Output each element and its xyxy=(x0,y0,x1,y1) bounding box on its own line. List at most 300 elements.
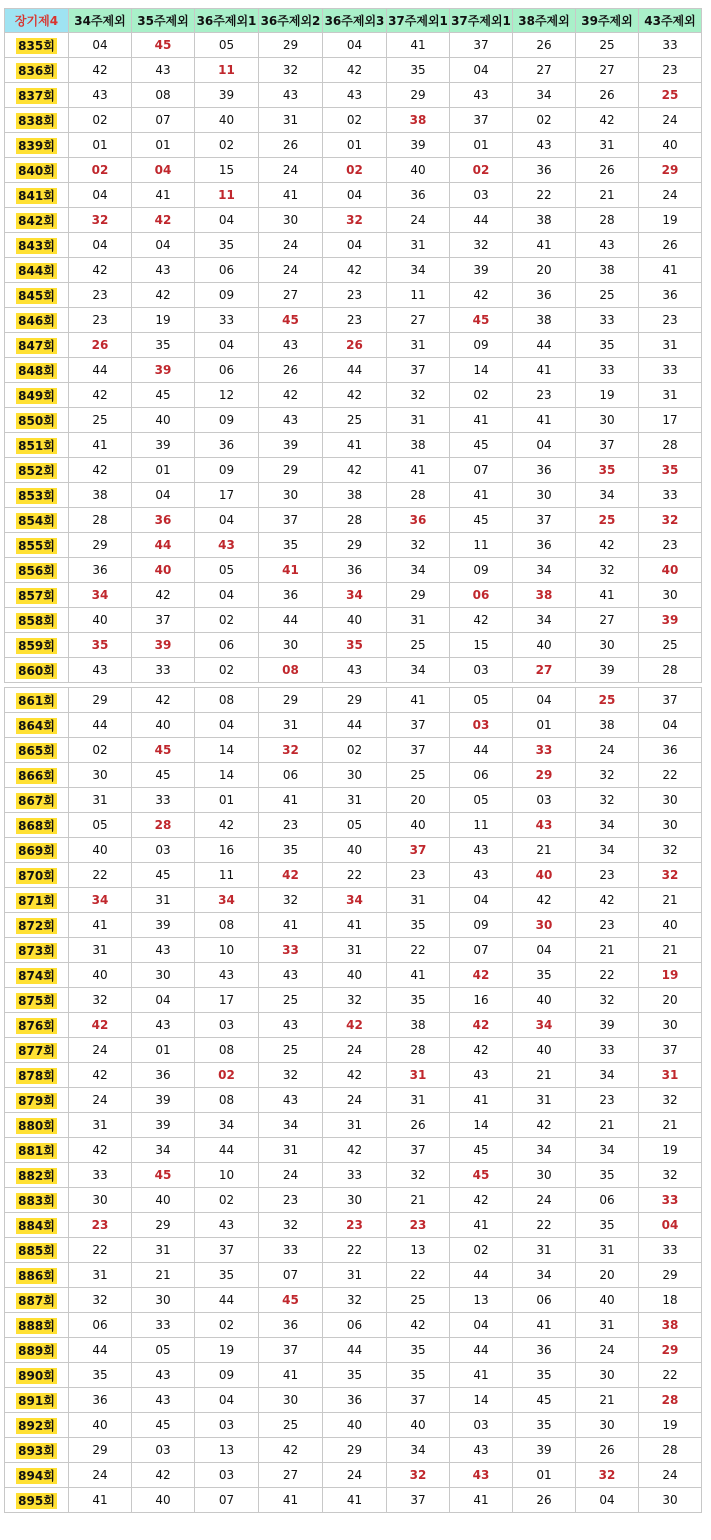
number-cell: 04 xyxy=(576,1488,639,1513)
number-cell: 21 xyxy=(576,1113,639,1138)
number-cell: 42 xyxy=(132,688,195,713)
number-cell: 32 xyxy=(576,763,639,788)
number-cell: 30 xyxy=(259,1388,323,1413)
number-cell: 21 xyxy=(513,838,576,863)
number-cell: 41 xyxy=(450,1088,513,1113)
number-cell: 37 xyxy=(513,508,576,533)
draw-label: 895회 xyxy=(18,1493,55,1508)
number-cell: 26 xyxy=(69,333,132,358)
number-cell: 37 xyxy=(639,688,702,713)
number-cell: 42 xyxy=(387,1313,450,1338)
draw-label-cell xyxy=(5,558,69,583)
number-cell: 31 xyxy=(576,1313,639,1338)
number-cell: 04 xyxy=(195,508,259,533)
table-row xyxy=(5,458,702,483)
number-cell: 10 xyxy=(195,1163,259,1188)
draw-label: 893회 xyxy=(18,1443,55,1458)
number-cell: 43 xyxy=(132,1013,195,1038)
number-cell: 32 xyxy=(639,508,702,533)
number-cell: 09 xyxy=(195,283,259,308)
number-cell: 39 xyxy=(132,1113,195,1138)
draw-label-cell xyxy=(5,688,69,713)
number-cell: 19 xyxy=(639,1413,702,1438)
number-cell: 04 xyxy=(195,583,259,608)
header-row xyxy=(5,9,702,33)
draw-label: 848회 xyxy=(18,363,55,378)
header-column-cell: 36주제외1 xyxy=(195,9,259,33)
header-column-cell: 37주제외1 xyxy=(450,9,513,33)
number-cell: 11 xyxy=(195,183,259,208)
number-cell: 41 xyxy=(259,788,323,813)
number-cell: 36 xyxy=(259,1313,323,1338)
number-cell: 28 xyxy=(132,813,195,838)
number-cell: 34 xyxy=(513,1263,576,1288)
number-cell: 44 xyxy=(69,358,132,383)
number-cell: 45 xyxy=(132,763,195,788)
number-cell: 04 xyxy=(132,233,195,258)
number-cell: 23 xyxy=(69,283,132,308)
number-cell: 05 xyxy=(450,688,513,713)
number-cell: 37 xyxy=(576,433,639,458)
number-cell: 40 xyxy=(132,408,195,433)
number-cell: 40 xyxy=(69,963,132,988)
number-cell: 45 xyxy=(132,33,195,58)
table-row xyxy=(5,1038,702,1063)
number-cell: 44 xyxy=(195,1138,259,1163)
number-cell: 43 xyxy=(513,133,576,158)
number-cell: 32 xyxy=(259,738,323,763)
number-cell: 26 xyxy=(323,333,387,358)
number-cell: 34 xyxy=(387,258,450,283)
number-cell: 32 xyxy=(576,988,639,1013)
number-cell: 39 xyxy=(259,433,323,458)
draw-label-cell xyxy=(5,208,69,233)
number-cell: 40 xyxy=(323,1413,387,1438)
number-cell: 34 xyxy=(513,83,576,108)
number-cell: 36 xyxy=(387,508,450,533)
number-cell: 26 xyxy=(513,33,576,58)
draw-label: 835회 xyxy=(18,38,55,53)
number-cell: 33 xyxy=(132,788,195,813)
number-cell: 16 xyxy=(195,838,259,863)
number-cell: 02 xyxy=(69,158,132,183)
draw-label-cell xyxy=(5,1488,69,1513)
draw-label-cell xyxy=(5,813,69,838)
number-cell: 31 xyxy=(259,713,323,738)
number-cell: 28 xyxy=(576,208,639,233)
number-cell: 28 xyxy=(323,508,387,533)
number-cell: 44 xyxy=(69,713,132,738)
table-row xyxy=(5,658,702,683)
number-cell: 42 xyxy=(69,1013,132,1038)
number-cell: 04 xyxy=(639,713,702,738)
number-cell: 35 xyxy=(69,1363,132,1388)
draw-label: 879회 xyxy=(18,1093,55,1108)
number-cell: 22 xyxy=(576,963,639,988)
number-cell: 27 xyxy=(576,58,639,83)
number-cell: 04 xyxy=(513,433,576,458)
number-cell: 42 xyxy=(69,1138,132,1163)
number-cell: 43 xyxy=(450,838,513,863)
number-cell: 07 xyxy=(259,1263,323,1288)
draw-label-cell xyxy=(5,358,69,383)
number-cell: 21 xyxy=(387,1188,450,1213)
number-cell: 45 xyxy=(450,508,513,533)
draw-label-cell xyxy=(5,1163,69,1188)
table-row xyxy=(5,688,702,713)
header-column-cell: 38주제외 xyxy=(513,9,576,33)
number-cell: 32 xyxy=(450,233,513,258)
number-cell: 25 xyxy=(259,1038,323,1063)
number-cell: 21 xyxy=(576,938,639,963)
number-cell: 30 xyxy=(323,1188,387,1213)
number-cell: 29 xyxy=(323,1438,387,1463)
number-cell: 22 xyxy=(323,863,387,888)
number-cell: 08 xyxy=(132,83,195,108)
number-cell: 40 xyxy=(513,1038,576,1063)
draw-label-cell xyxy=(5,133,69,158)
number-cell: 06 xyxy=(195,258,259,283)
number-cell: 35 xyxy=(323,633,387,658)
number-cell: 03 xyxy=(195,1013,259,1038)
draw-label-cell xyxy=(5,1263,69,1288)
number-cell: 45 xyxy=(450,308,513,333)
number-cell: 45 xyxy=(450,1163,513,1188)
number-cell: 01 xyxy=(323,133,387,158)
number-cell: 32 xyxy=(387,1463,450,1488)
draw-label-cell xyxy=(5,483,69,508)
number-cell: 31 xyxy=(576,133,639,158)
number-cell: 37 xyxy=(387,1388,450,1413)
header-column-cell: 39주제외 xyxy=(576,9,639,33)
number-cell: 43 xyxy=(259,408,323,433)
number-cell: 24 xyxy=(639,183,702,208)
draw-label: 873회 xyxy=(18,943,55,958)
number-cell: 36 xyxy=(513,458,576,483)
number-cell: 25 xyxy=(576,508,639,533)
number-cell: 40 xyxy=(639,133,702,158)
number-cell: 14 xyxy=(195,763,259,788)
table-row xyxy=(5,1363,702,1388)
number-cell: 31 xyxy=(387,888,450,913)
table-row xyxy=(5,963,702,988)
number-cell: 25 xyxy=(69,408,132,433)
number-cell: 39 xyxy=(576,1013,639,1038)
draw-label: 868회 xyxy=(18,818,55,833)
number-cell: 36 xyxy=(513,533,576,558)
draw-label: 853회 xyxy=(18,488,55,503)
number-cell: 27 xyxy=(259,283,323,308)
number-cell: 01 xyxy=(195,788,259,813)
number-cell: 09 xyxy=(195,458,259,483)
number-cell: 42 xyxy=(450,608,513,633)
number-cell: 03 xyxy=(450,183,513,208)
number-cell: 05 xyxy=(323,813,387,838)
number-cell: 45 xyxy=(132,1413,195,1438)
draw-label: 886회 xyxy=(18,1268,55,1283)
number-cell: 25 xyxy=(323,408,387,433)
table-row xyxy=(5,133,702,158)
number-cell: 31 xyxy=(323,788,387,813)
number-cell: 43 xyxy=(450,83,513,108)
number-cell: 31 xyxy=(387,1088,450,1113)
number-cell: 43 xyxy=(132,938,195,963)
number-cell: 35 xyxy=(639,458,702,483)
number-cell: 04 xyxy=(323,33,387,58)
number-cell: 19 xyxy=(576,383,639,408)
number-cell: 31 xyxy=(387,333,450,358)
draw-label-cell xyxy=(5,283,69,308)
number-cell: 04 xyxy=(513,688,576,713)
number-cell: 40 xyxy=(513,633,576,658)
number-cell: 05 xyxy=(132,1338,195,1363)
draw-label-cell xyxy=(5,233,69,258)
number-cell: 41 xyxy=(323,913,387,938)
number-cell: 23 xyxy=(69,1213,132,1238)
number-cell: 23 xyxy=(576,913,639,938)
number-cell: 02 xyxy=(195,658,259,683)
number-cell: 25 xyxy=(387,1288,450,1313)
number-cell: 32 xyxy=(639,1163,702,1188)
draw-label-cell xyxy=(5,183,69,208)
number-cell: 28 xyxy=(387,1038,450,1063)
table-row xyxy=(5,583,702,608)
draw-label-cell xyxy=(5,888,69,913)
number-cell: 42 xyxy=(69,58,132,83)
number-cell: 31 xyxy=(132,1238,195,1263)
draw-label: 869회 xyxy=(18,843,55,858)
number-cell: 23 xyxy=(576,1088,639,1113)
number-cell: 26 xyxy=(576,158,639,183)
draw-label-cell xyxy=(5,1388,69,1413)
number-cell: 38 xyxy=(513,583,576,608)
number-cell: 40 xyxy=(576,1288,639,1313)
number-cell: 35 xyxy=(323,1363,387,1388)
table-row xyxy=(5,988,702,1013)
number-cell: 31 xyxy=(259,108,323,133)
number-cell: 36 xyxy=(69,1388,132,1413)
number-cell: 44 xyxy=(450,208,513,233)
number-cell: 36 xyxy=(323,1388,387,1413)
draw-label: 894회 xyxy=(18,1468,55,1483)
number-cell: 24 xyxy=(387,208,450,233)
draw-label-cell xyxy=(5,108,69,133)
number-cell: 37 xyxy=(259,508,323,533)
draw-label: 877회 xyxy=(18,1043,55,1058)
draw-label: 847회 xyxy=(18,338,55,353)
table-row xyxy=(5,888,702,913)
draw-label-cell xyxy=(5,938,69,963)
number-cell: 36 xyxy=(323,558,387,583)
number-cell: 28 xyxy=(639,1388,702,1413)
draw-label: 872회 xyxy=(18,918,55,933)
number-cell: 26 xyxy=(259,358,323,383)
number-cell: 19 xyxy=(132,308,195,333)
number-cell: 41 xyxy=(513,1313,576,1338)
number-cell: 42 xyxy=(323,1138,387,1163)
lottery-table-container xyxy=(4,8,702,1513)
number-cell: 31 xyxy=(323,1113,387,1138)
number-cell: 43 xyxy=(323,83,387,108)
number-cell: 28 xyxy=(69,508,132,533)
number-cell: 17 xyxy=(195,483,259,508)
draw-label-cell xyxy=(5,1113,69,1138)
number-cell: 35 xyxy=(513,963,576,988)
number-cell: 41 xyxy=(69,913,132,938)
draw-label: 842회 xyxy=(18,213,55,228)
number-cell: 45 xyxy=(132,738,195,763)
number-cell: 32 xyxy=(639,1088,702,1113)
number-cell: 22 xyxy=(387,1263,450,1288)
number-cell: 03 xyxy=(450,658,513,683)
number-cell: 31 xyxy=(387,1063,450,1088)
number-cell: 29 xyxy=(639,1263,702,1288)
number-cell: 23 xyxy=(323,308,387,333)
number-cell: 37 xyxy=(387,738,450,763)
number-cell: 24 xyxy=(576,738,639,763)
number-cell: 21 xyxy=(639,1113,702,1138)
number-cell: 33 xyxy=(323,1163,387,1188)
number-cell: 32 xyxy=(387,1163,450,1188)
draw-label: 849회 xyxy=(18,388,55,403)
number-cell: 04 xyxy=(132,483,195,508)
draw-label-cell xyxy=(5,583,69,608)
draw-label-cell xyxy=(5,913,69,938)
number-cell: 39 xyxy=(132,358,195,383)
number-cell: 43 xyxy=(450,863,513,888)
number-cell: 32 xyxy=(69,1288,132,1313)
number-cell: 29 xyxy=(639,1338,702,1363)
number-cell: 32 xyxy=(639,838,702,863)
number-cell: 44 xyxy=(513,333,576,358)
number-cell: 31 xyxy=(69,788,132,813)
draw-label-cell xyxy=(5,863,69,888)
number-cell: 23 xyxy=(259,813,323,838)
draw-label-cell xyxy=(5,258,69,283)
draw-label-cell xyxy=(5,1338,69,1363)
number-cell: 24 xyxy=(576,1338,639,1363)
number-cell: 22 xyxy=(639,1363,702,1388)
number-cell: 35 xyxy=(259,533,323,558)
number-cell: 35 xyxy=(195,1263,259,1288)
number-cell: 04 xyxy=(69,33,132,58)
number-cell: 33 xyxy=(639,1188,702,1213)
number-cell: 01 xyxy=(132,458,195,483)
number-cell: 05 xyxy=(195,33,259,58)
number-cell: 01 xyxy=(132,133,195,158)
number-cell: 43 xyxy=(132,258,195,283)
table-row xyxy=(5,308,702,333)
number-cell: 43 xyxy=(132,58,195,83)
number-cell: 14 xyxy=(450,1388,513,1413)
number-cell: 38 xyxy=(69,483,132,508)
table-row xyxy=(5,358,702,383)
number-cell: 42 xyxy=(132,1463,195,1488)
table-row xyxy=(5,1388,702,1413)
draw-label-cell xyxy=(5,1288,69,1313)
number-cell: 30 xyxy=(513,1163,576,1188)
table-row xyxy=(5,33,702,58)
header-column-cell: 36주제외3 xyxy=(323,9,387,33)
number-cell: 30 xyxy=(639,1013,702,1038)
header-column-cell: 34주제외 xyxy=(69,9,132,33)
number-cell: 23 xyxy=(387,863,450,888)
number-cell: 06 xyxy=(576,1188,639,1213)
number-cell: 23 xyxy=(387,1213,450,1238)
number-cell: 02 xyxy=(323,158,387,183)
number-cell: 21 xyxy=(576,1388,639,1413)
number-cell: 09 xyxy=(450,558,513,583)
number-cell: 40 xyxy=(323,963,387,988)
number-cell: 29 xyxy=(69,533,132,558)
number-cell: 20 xyxy=(576,1263,639,1288)
number-cell: 29 xyxy=(69,688,132,713)
number-cell: 20 xyxy=(387,788,450,813)
draw-label-cell xyxy=(5,58,69,83)
number-cell: 43 xyxy=(323,658,387,683)
table-row xyxy=(5,838,702,863)
table-row xyxy=(5,408,702,433)
number-cell: 39 xyxy=(132,633,195,658)
draw-label: 871회 xyxy=(18,893,55,908)
draw-label-cell xyxy=(5,33,69,58)
number-cell: 02 xyxy=(195,608,259,633)
number-cell: 20 xyxy=(513,258,576,283)
number-cell: 34 xyxy=(576,483,639,508)
number-cell: 42 xyxy=(323,58,387,83)
number-cell: 43 xyxy=(450,1438,513,1463)
table-row xyxy=(5,813,702,838)
number-cell: 30 xyxy=(132,963,195,988)
number-cell: 44 xyxy=(450,1263,513,1288)
number-cell: 19 xyxy=(195,1338,259,1363)
draw-label: 846회 xyxy=(18,313,55,328)
number-cell: 42 xyxy=(132,208,195,233)
number-cell: 45 xyxy=(132,383,195,408)
number-cell: 33 xyxy=(259,938,323,963)
number-cell: 40 xyxy=(132,713,195,738)
header-column-cell: 37주제외1 xyxy=(387,9,450,33)
table-row xyxy=(5,1138,702,1163)
number-cell: 33 xyxy=(69,1163,132,1188)
draw-label-cell xyxy=(5,83,69,108)
number-cell: 35 xyxy=(576,333,639,358)
draw-label: 883회 xyxy=(18,1193,55,1208)
table-row xyxy=(5,1463,702,1488)
number-cell: 45 xyxy=(259,1288,323,1313)
number-cell: 44 xyxy=(323,713,387,738)
number-cell: 35 xyxy=(387,58,450,83)
number-cell: 36 xyxy=(69,558,132,583)
number-cell: 03 xyxy=(450,713,513,738)
number-cell: 41 xyxy=(323,433,387,458)
number-cell: 40 xyxy=(69,608,132,633)
number-cell: 37 xyxy=(387,1138,450,1163)
number-cell: 27 xyxy=(576,608,639,633)
number-cell: 39 xyxy=(132,1088,195,1113)
number-cell: 02 xyxy=(195,1313,259,1338)
number-cell: 36 xyxy=(387,183,450,208)
number-cell: 31 xyxy=(639,1063,702,1088)
number-cell: 27 xyxy=(387,308,450,333)
number-cell: 40 xyxy=(132,558,195,583)
number-cell: 02 xyxy=(450,1238,513,1263)
number-cell: 41 xyxy=(513,358,576,383)
draw-label: 880회 xyxy=(18,1118,55,1133)
number-cell: 23 xyxy=(576,863,639,888)
draw-label: 870회 xyxy=(18,868,55,883)
number-cell: 26 xyxy=(576,1438,639,1463)
